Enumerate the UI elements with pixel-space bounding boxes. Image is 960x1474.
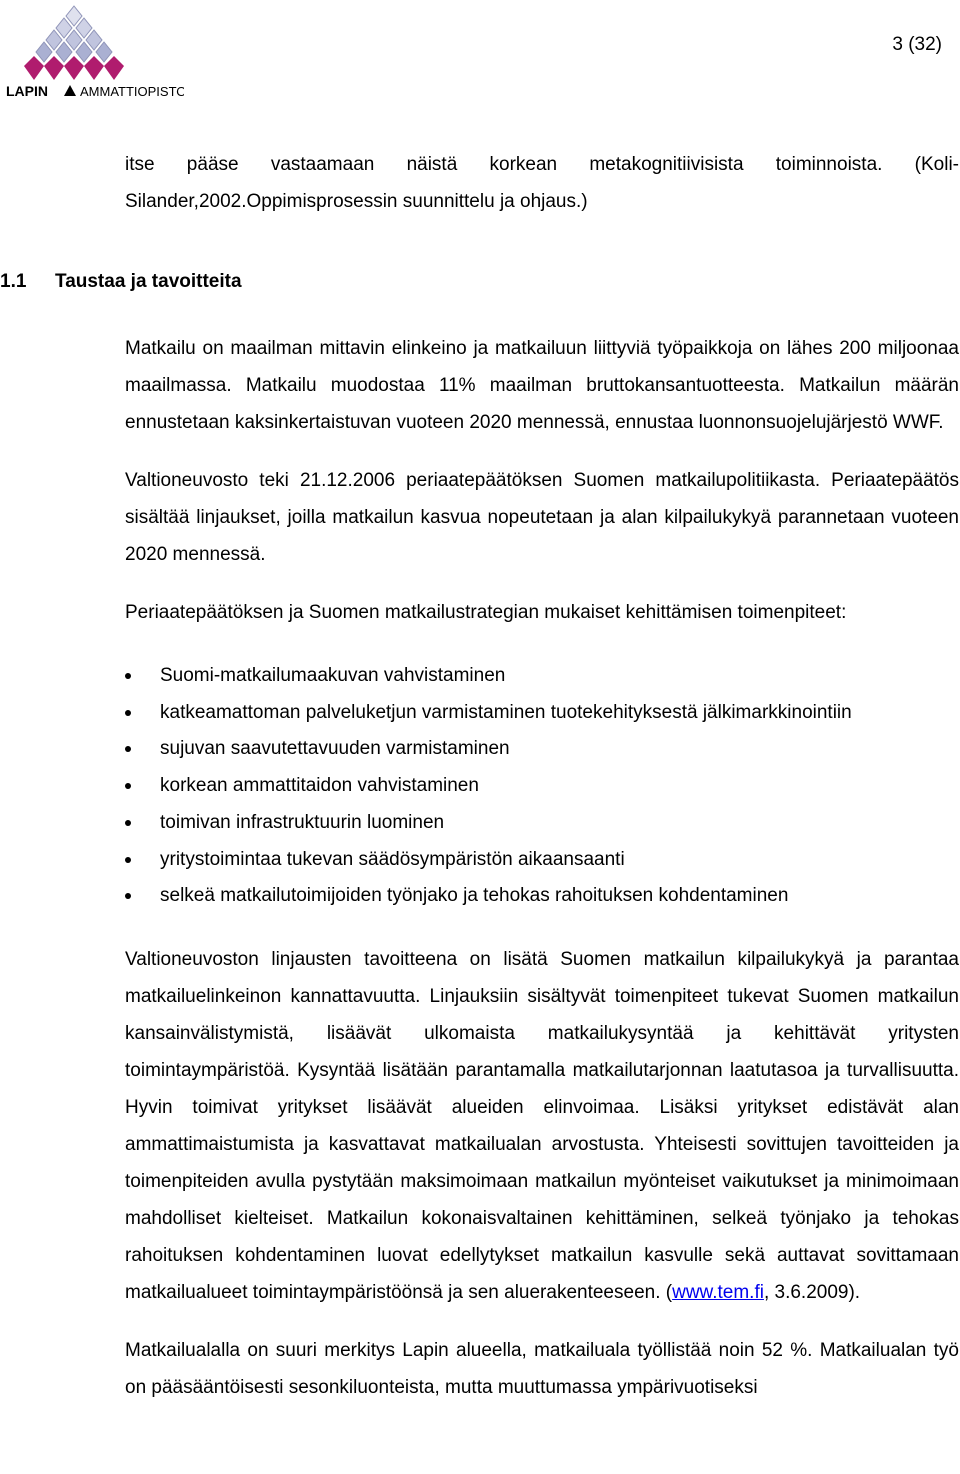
paragraph-lapland-tourism: Matkailualalla on suuri merkitys Lapin alueella, matkailuala työllistää noin 52 %. Matkailualan työ on pääsääntöisesti sesonkiluonteista, mutta muuttumassa ympärivuotiseksi — [125, 1339, 959, 1398]
list-item: katkeamattoman palveluketjun varmistaminen tuotekehityksestä jälkimarkkinointiin — [125, 695, 959, 732]
paragraph-tourism-economy: Matkailu on maailman mittavin elinkeino ja matkailuun liittyviä työpaikkoja on lähes 200 miljoonaa maailmassa. Matkailu muodostaa 11% maailman bruttokansantuotteesta. Matkailun määrän ennustetaan kaksinkertaistuvan vuoteen 2020 mennessä, ennustaa luonnonsuojelujärjestö WWF. — [125, 338, 959, 433]
list-item: toimivan infrastruktuurin luominen — [125, 805, 959, 842]
bullet-icon — [125, 673, 131, 679]
logo-text-ammattiopisto: AMMATTIOPISTO — [80, 84, 184, 98]
bullet-icon — [125, 746, 131, 752]
paragraph-measures-intro: Periaatepäätöksen ja Suomen matkailustrategian mukaiset kehittämisen toimenpiteet: — [125, 602, 847, 623]
document-body — [125, 146, 959, 1406]
tem-link[interactable]: www.tem.fi — [672, 1281, 764, 1303]
logo-emblem — [4, 4, 184, 98]
lapin-ammattiopisto-logo — [4, 4, 184, 98]
intro-paragraph: itse pääse vastaamaan näistä korkean metakognitiivisista toiminnoista. (Koli-Silander,2002.Oppimisprosessin suunnittelu ja ohjaus.) — [125, 154, 959, 212]
logo-text-lapin: LAPIN — [6, 83, 48, 98]
bullet-icon — [125, 783, 131, 789]
bullet-icon — [125, 710, 131, 716]
list-item: yritystoimintaa tukevan säädösympäristön aikaansaanti — [125, 842, 959, 879]
bullet-icon — [125, 857, 131, 863]
section-title: Taustaa ja tavoitteita — [55, 271, 242, 292]
bullet-icon — [125, 820, 131, 826]
measures-list — [125, 658, 959, 915]
paragraph-government-goals: Valtioneuvoston linjausten tavoitteena on lisätä Suomen matkailun kilpailukykyä ja parantaa matkailuelinkeinon kannattavuutta. Linjauksiin sisältyvät toimenpiteet tukevat Suomen matkailun kansainvälistymistä, lisäävät ulkomaista matkailukysyntää ja kehittävät yritysten toimintaympäristöä. Kysyntää lisätään parantamalla matkailutarjonnan laatutasoa ja turvallisuutta. Hyvin toimivat yritykset lisäävät alueiden elinvoimaa. Lisäksi yritykset edistävät alan ammattimaistumista ja kasvattavat matkailualan arvostusta. Yhteisesti sovittujen tavoitteiden ja toimenpiteiden avulla pystytään maksimoimaan matkailun myönteiset vaikutukset ja minimoimaan mahdolliset kielteiset. Matkailun kokonaisvaltainen kehittäminen, selkeä työnjako ja tehokas rahoituksen kohdentaminen luovat edellytykset matkailun kasvulle sekä auttavat sovittamaan matkailualueet toimintaympäristöönsä ja sen aluerakenteeseen. (www.tem.fi, 3.6.2009). — [125, 948, 959, 1303]
page-number: 3 (32) — [892, 34, 942, 55]
list-item: Suomi-matkailumaakuvan vahvistaminen — [125, 658, 959, 695]
bullet-icon — [125, 893, 131, 899]
list-item: sujuvan saavutettavuuden varmistaminen — [125, 731, 959, 768]
list-item: korkean ammattitaidon vahvistaminen — [125, 768, 959, 805]
logo-triangle-icon — [64, 85, 76, 96]
paragraph-government-decision: Valtioneuvosto teki 21.12.2006 periaatepäätöksen Suomen matkailupolitiikasta. Periaatepäätös sisältää linjaukset, joilla matkailun kasvua nopeutetaan ja alan kilpailukykyä parannetaan vuoteen 2020 mennessä. — [125, 470, 959, 565]
list-item: selkeä matkailutoimijoiden työnjako ja tehokas rahoituksen kohdentaminen — [125, 878, 959, 915]
section-number: 1.1 — [0, 271, 27, 292]
